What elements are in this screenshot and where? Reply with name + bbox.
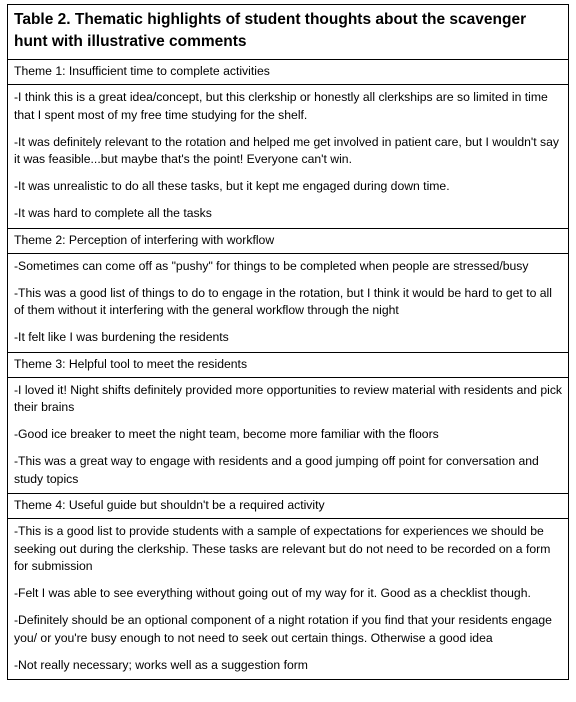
comment: -Not really necessary; works well as a suggestion form — [14, 657, 308, 672]
comment: -It was hard to complete all the tasks — [14, 206, 212, 220]
theme-2-heading: Theme 2: Perception of interfering with workflow — [8, 229, 568, 254]
thematic-table — [7, 4, 569, 680]
table-title: Table 2. Thematic highlights of student thoughts about the scavenger hunt with illustrative comments — [8, 5, 568, 60]
theme-2-comments — [8, 254, 568, 353]
comment: -This was a good list of things to do to engage in the rotation, but I think it would be hard to get to all of them without it interfering with the general workflow through the night — [14, 285, 552, 317]
theme-3-comments — [8, 378, 568, 495]
comment: -Good ice breaker to meet the night team, become more familiar with the floors — [14, 427, 439, 441]
comment: -Sometimes can come off as "pushy" for things to be completed when people are stressed/busy — [14, 258, 529, 273]
comment: -It felt like I was burdening the residents — [14, 330, 229, 344]
theme-3-heading: Theme 3: Helpful tool to meet the residents — [8, 353, 568, 378]
comment: -This was a great way to engage with residents and a good jumping off point for conversation and study topics — [14, 454, 539, 486]
theme-4-comments — [8, 519, 568, 679]
theme-4-heading: Theme 4: Useful guide but shouldn't be a required activity — [8, 494, 568, 519]
comment: -Definitely should be an optional component of a night rotation if you find that your residents engage you/ or you're busy enough to not need to seek out certain things. Otherwise a good idea — [14, 613, 552, 645]
comment: -It was definitely relevant to the rotation and helped me get involved in patient care, but I wouldn't say it was feasible...but maybe that's the point! Everyone can't win. — [14, 134, 559, 166]
theme-1-heading: Theme 1: Insufficient time to complete activities — [8, 60, 568, 85]
comment: -It was unrealistic to do all these tasks, but it kept me engaged during down time. — [14, 179, 450, 193]
comment: -Felt I was able to see everything without going out of my way for it. Good as a checklist though. — [14, 586, 531, 600]
comment: -This is a good list to provide students with a sample of expectations for experiences we should be seeking out during the clerkship. These tasks are relevant but do not need to be recorded on a form for submission — [14, 524, 551, 573]
comment: -I think this is a great idea/concept, but this clerkship or honestly all clerkships are so limited in time that I spent most of my free time studying for the shelf. — [14, 90, 548, 122]
comment: -I loved it! Night shifts definitely provided more opportunities to review material with residents and pick their brains — [14, 382, 563, 414]
theme-1-comments — [8, 85, 568, 229]
